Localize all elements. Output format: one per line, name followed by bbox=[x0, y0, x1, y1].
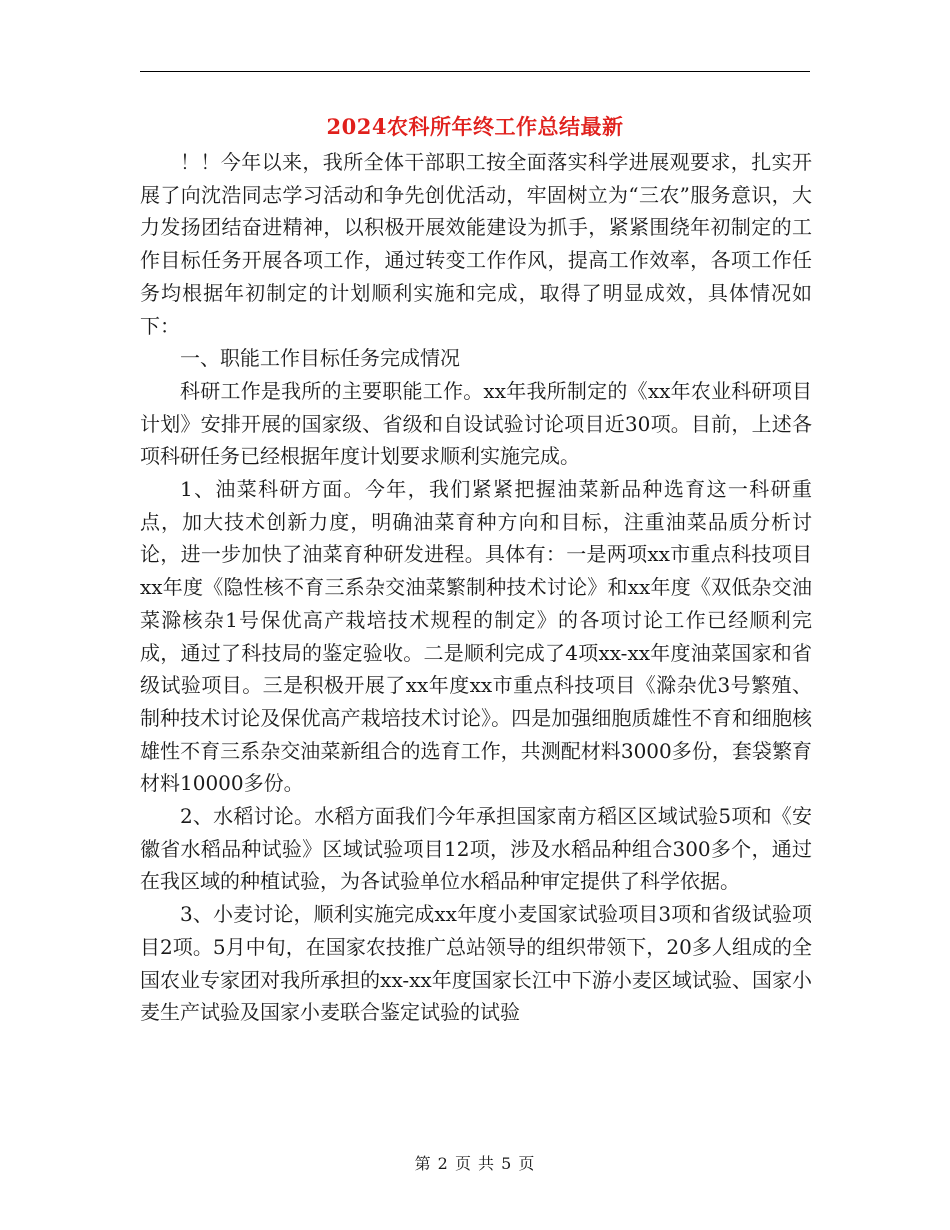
page-number-footer: 第 2 页 共 5 页 bbox=[414, 1154, 536, 1173]
paragraph-intro: ！！今年以来，我所全体干部职工按全面落实科学进展观要求，扎实开展了向沈浩同志学习活动和争先创优活动，牢固树立为“三农”服务意识，大力发扬团结奋进精神，以积极开展效能建设为抓手，紧紧围绕年初制定的工作目标任务开展各项工作，通过转变工作作风，提高工作效率，各项工作任务均根据年初制定的计划顺利实施和完成，取得了明显成效，具体情况如下： bbox=[140, 150, 812, 338]
document-body bbox=[140, 146, 812, 1029]
document-title: 2024农科所年终工作总结最新 bbox=[326, 114, 624, 139]
paragraph-rapeseed: 1、油菜科研方面。今年，我们紧紧把握油菜新品种选育这一科研重点，加大技术创新力度，明确油菜育种方向和目标，注重油菜品质分析讨论，进一步加快了油菜育种研发进程。具体有：一是两项xx市重点科技项目xx年度《隐性核不育三系杂交油菜繁制种技术讨论》和xx年度《双低杂交油菜滁核杂1号保优高产栽培技术规程的制定》的各项讨论工作已经顺利完成，通过了科技局的鉴定验收。二是顺利完成了4项xx-xx年度油菜国家和省级试验项目。三是积极开展了xx年度xx市重点科技项目《滁杂优3号繁殖、制种技术讨论及保优高产栽培技术讨论》。四是加强细胞质雄性不育和细胞核雄性不育三系杂交油菜新组合的选育工作，共测配材料3000多份，套袋繁育材料10000多份。 bbox=[140, 477, 812, 796]
paragraph-research-overview: 科研工作是我所的主要职能工作。xx年我所制定的《xx年农业科研项目计划》安排开展的国家级、省级和自设试验讨论项目近30项。目前，上述各项科研任务已经根据年度计划要求顺利实施完成。 bbox=[140, 378, 812, 469]
section-heading: 一、职能工作目标任务完成情况 bbox=[180, 346, 460, 371]
paragraph-rice: 2、水稻讨论。水稻方面我们今年承担国家南方稻区区域试验5项和《安徽省水稻品种试验》区域试验项目12项，涉及水稻品种组合300多个，通过在我区域的种植试验，为各试验单位水稻品种审定提供了科学依据。 bbox=[140, 804, 812, 894]
header-rule bbox=[140, 71, 810, 72]
paragraph-wheat: 3、小麦讨论，顺利实施完成xx年度小麦国家试验项目3项和省级试验项目2项。5月中旬，在国家农技推广总站领导的组织带领下，20多人组成的全国农业专家团对我所承担的xx-xx年度国家长江中下游小麦区域试验、国家小麦生产试验及国家小麦联合鉴定试验的试验 bbox=[140, 902, 812, 1025]
